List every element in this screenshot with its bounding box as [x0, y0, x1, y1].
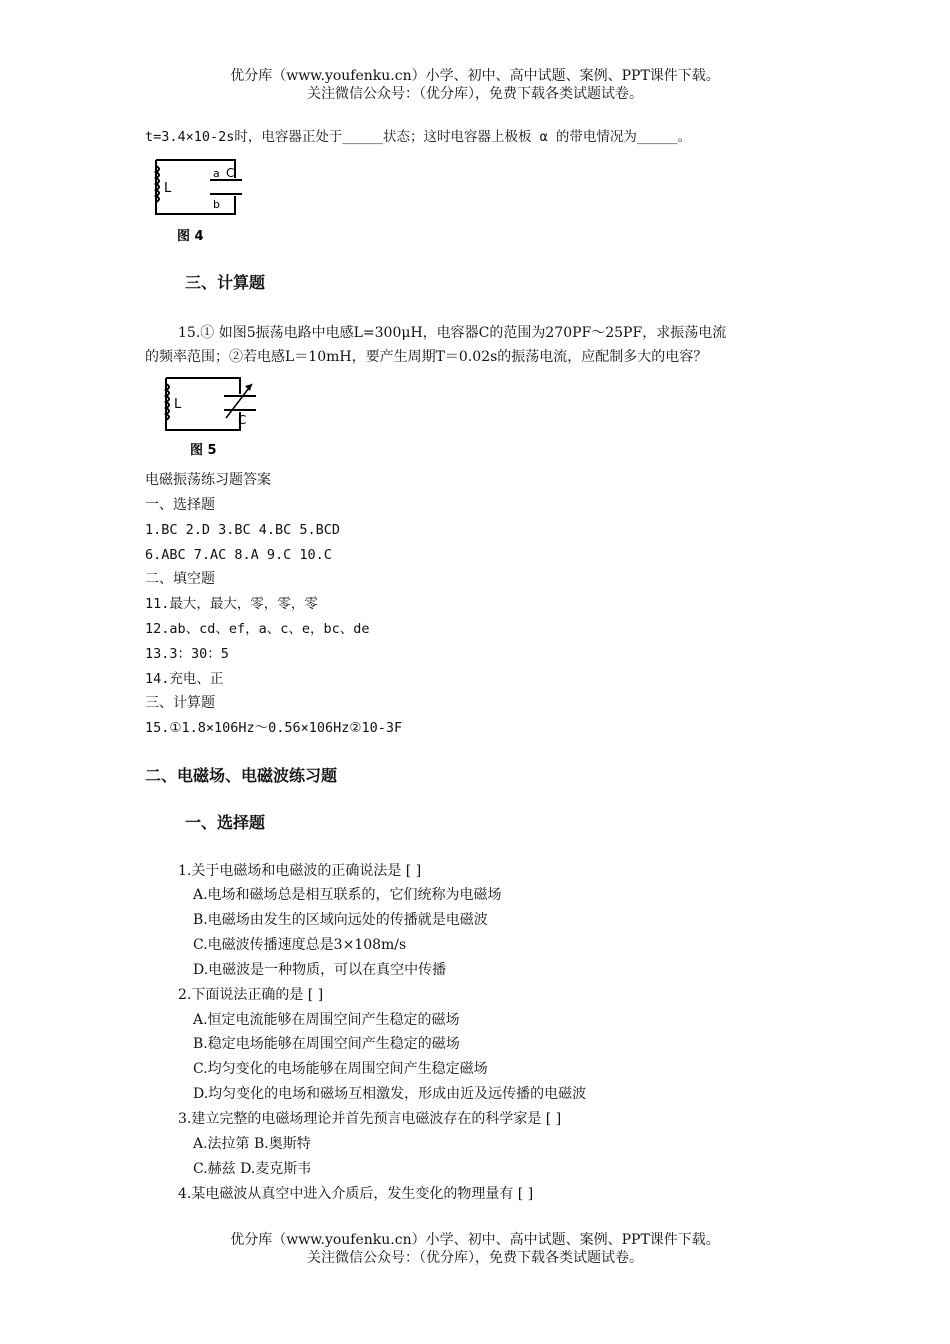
arrow-head-icon [245, 384, 252, 391]
figure-5-label-l: L [174, 397, 182, 412]
answers-title: 电磁振荡练习题答案 [145, 472, 271, 488]
answers-line: 1.BC 2.D 3.BC 4.BC 5.BCD [145, 522, 341, 538]
header-line-2: 关注微信公众号：（优分库），免费下载各类试题试卷。 [307, 86, 643, 102]
question-option: A.电场和磁场总是相互联系的，它们统称为电磁场 [193, 887, 502, 903]
answers-line: 三、计算题 [145, 695, 215, 711]
footer-line-1: 优分库（www.youfenku.cn）小学、初中、高中试题、案例、PPT课件下载。 [230, 1232, 720, 1248]
section-2-title: 二、电磁场、电磁波练习题 [145, 766, 338, 785]
question-stem: 4.某电磁波从真空中进入介质后，发生变化的物理量有 [ ] [178, 1186, 534, 1202]
inductor-coil-icon [156, 166, 159, 202]
figure-4-label-c: C [226, 166, 235, 180]
section-2-subtitle: 一、选择题 [185, 813, 266, 832]
figure-4-label-b: b [213, 198, 220, 211]
question-option: D.电磁波是一种物质，可以在真空中传播 [193, 962, 447, 978]
question-stem: 1.关于电磁场和电磁波的正确说法是 [ ] [178, 863, 422, 879]
question-option: B.电磁场由发生的区域向远处的传播就是电磁波 [193, 912, 488, 928]
figure-4-caption: 图 4 [177, 229, 204, 244]
figure-5-caption: 图 5 [190, 443, 217, 458]
q15-line-1: 15.① 如图5振荡电路中电感L=300μH，电容器C的范围为270PF～25PF，求振荡电流 [178, 325, 727, 341]
figure-5-label-c: C [238, 413, 247, 427]
figure-5-circuit [160, 374, 260, 460]
answers-line: 13.3：30：5 [145, 646, 229, 662]
question-option: A.法拉第 B.奥斯特 [193, 1136, 311, 1152]
figure-4-label-l: L [164, 181, 172, 196]
answers-line: 二、填空题 [145, 571, 215, 587]
question-option: C.均匀变化的电场能够在周围空间产生稳定磁场 [193, 1061, 488, 1077]
question-option: C.电磁波传播速度总是3×108m/s [193, 937, 407, 953]
inductor-coil-icon [166, 384, 169, 420]
answers-line: 一、选择题 [145, 497, 215, 513]
answers-line: 15.①1.8×106Hz～0.56×106Hz②10-3F [145, 720, 403, 736]
answers-line: 6.ABC 7.AC 8.A 9.C 10.C [145, 547, 332, 563]
header-line-1: 优分库（www.youfenku.cn）小学、初中、高中试题、案例、PPT课件下载。 [230, 68, 720, 84]
question-stem: 2.下面说法正确的是 [ ] [178, 987, 324, 1003]
q15-line-2: 的频率范围；②若电感L＝10mH，要产生周期T＝0.02s的振荡电流，应配制多大的电容？ [145, 349, 708, 365]
footer-line-2: 关注微信公众号：（优分库），免费下载各类试题试卷。 [307, 1250, 643, 1266]
figure-4-circuit [150, 156, 250, 246]
question-stem: 3.建立完整的电磁场理论并首先预言电磁波存在的科学家是 [ ] [178, 1111, 562, 1127]
figure-4-label-a: a [213, 167, 220, 180]
q14-tail: t=3.4×10-2s时，电容器正处于_____状态；这时电容器上极板 α 的带电情况为_____。 [145, 129, 692, 145]
question-option: B.稳定电场能够在周围空间产生稳定的磁场 [193, 1036, 460, 1052]
answers-line: 12.ab、cd、ef，a、c、e，bc、de [145, 621, 370, 637]
question-option: C.赫兹 D.麦克斯韦 [193, 1161, 312, 1177]
question-option: A.恒定电流能够在周围空间产生稳定的磁场 [193, 1012, 460, 1028]
question-option: D.均匀变化的电场和磁场互相激发，形成由近及远传播的电磁波 [193, 1086, 587, 1102]
calc-section-title: 三、计算题 [185, 273, 266, 292]
answers-line: 14.充电、正 [145, 671, 224, 687]
answers-line: 11.最大，最大，零，零，零 [145, 596, 318, 612]
